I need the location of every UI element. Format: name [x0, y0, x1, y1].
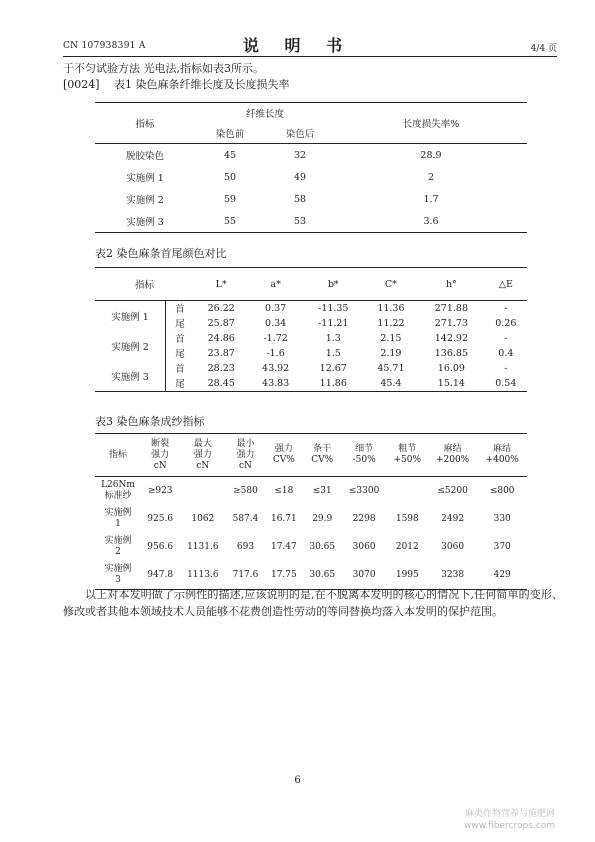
table3-cell: 17.47: [270, 541, 297, 552]
table3-cell: ≥580: [233, 485, 258, 496]
table3-cell: 3238: [428, 561, 478, 590]
table3-cell: ≤3300: [348, 485, 380, 496]
table2-cell: -11.35: [318, 302, 349, 314]
header-rule: [63, 56, 557, 57]
table2-cell: 142.92: [434, 332, 468, 344]
table2-cell: 首: [166, 361, 195, 375]
watermark-line: 麻类作物营养与施肥网: [464, 809, 555, 819]
table3-cell: ≤800: [489, 485, 515, 496]
table2-cell: 23.87: [207, 347, 235, 359]
table2-cell: 12.67: [319, 362, 347, 374]
table2-cell: -: [504, 302, 508, 314]
table1-cell: 49: [293, 171, 307, 183]
table2-cell: 15.14: [418, 375, 485, 392]
table2-cell: 尾: [166, 375, 195, 392]
table3-h-thick: 粗节 +50%: [387, 434, 428, 477]
table2-h-index: 指标: [95, 268, 194, 301]
table3-cell: [179, 477, 226, 506]
page-indicator: 4/4 页: [530, 44, 557, 54]
table2-cell: 11.86: [303, 375, 364, 392]
table2-cell: -1.72: [263, 332, 288, 344]
table2-cell: 0.4: [498, 347, 514, 359]
table1-cell: 53: [265, 210, 335, 233]
table-row: [95, 210, 527, 233]
watermark-line: www.fibercrops.com: [464, 821, 555, 831]
table1-cell: 32: [293, 149, 307, 161]
table2-cell: -: [504, 362, 508, 374]
table3-cell: 925.6: [147, 513, 174, 524]
table-row: [95, 188, 527, 210]
table3-cell: 30.65: [309, 541, 336, 552]
table1-cell: 实施例 1: [126, 173, 164, 184]
table3-cell: 956.6: [147, 541, 174, 552]
table3-cell: 3060: [352, 541, 376, 552]
table1-cell: 55: [195, 210, 265, 233]
table3-caption: 表3 染色麻条成纱指标: [95, 415, 205, 428]
table1-cell: 50: [223, 171, 237, 183]
table3-cell: 1062: [191, 513, 215, 524]
table1-cell: 45: [223, 149, 237, 161]
table-row: [95, 166, 527, 188]
table2-h-C: C*: [364, 268, 418, 301]
table2-h-L: L*: [194, 268, 248, 301]
table2: [95, 267, 527, 392]
table2-cell: -1.6: [266, 347, 285, 359]
table2-h-dE: △E: [485, 268, 527, 301]
table3-cell: 1131.6: [187, 541, 219, 552]
table1-cell: 实施例 3: [95, 210, 195, 233]
table3-cell: 429: [477, 561, 527, 590]
table2-cell: -: [504, 332, 508, 344]
table3-cell: ≤18: [274, 485, 294, 496]
table2-cell: 271.88: [434, 302, 468, 314]
table3-h-neps200: 麻结 +200%: [428, 434, 478, 477]
table2-cell: 43.83: [248, 375, 302, 392]
document-title: 说 明 书: [242, 36, 353, 55]
table3-h-max: 最大 强力 cN: [179, 434, 226, 477]
table-row: [95, 505, 527, 533]
table2-cell: 28.23: [207, 362, 235, 374]
table2-cell: 2.15: [380, 332, 402, 344]
table1-h-after: 染色后: [265, 123, 335, 144]
patent-number: CN 107938391 A: [63, 41, 146, 51]
table2-cell: 0.37: [265, 302, 287, 314]
table-row: [95, 361, 527, 375]
table2-cell: 25.87: [207, 317, 235, 329]
table3-h-index: 指标: [95, 434, 141, 477]
table2-cell: 26.22: [207, 302, 235, 314]
table3-cell: ≤31: [312, 485, 332, 496]
table3-cell: 29.9: [312, 513, 333, 524]
table3-cell: 693: [236, 541, 255, 552]
table2-group-label: 实施例 3: [95, 361, 166, 392]
table3-row-label: 实施例 3: [95, 561, 141, 590]
table1-h-length: 纤维长度: [195, 103, 335, 124]
table1-caption: 表1 染色麻条纤维长度及长度损失率: [114, 78, 290, 91]
table3-cell: ≤5200: [437, 485, 468, 496]
table1-h-index: 指标: [95, 103, 195, 144]
table3-h-thin: 细节 -50%: [341, 434, 386, 477]
table3-cell: 2012: [395, 541, 419, 552]
table2-cell: 136.85: [434, 347, 468, 359]
table-row: [95, 477, 527, 506]
table1-cell: 3.6: [335, 210, 527, 233]
table3-h-evenness-cv: 条干 CV%: [303, 434, 341, 477]
table3-cell: 2492: [441, 513, 465, 524]
table3-cell: 717.6: [226, 561, 264, 590]
table2-cell: 16.09: [437, 362, 465, 374]
table2-cell: 45.71: [377, 362, 405, 374]
table3-cell: 3060: [441, 541, 465, 552]
table-row: [95, 533, 527, 561]
table3-row-label: 实施例 1: [104, 508, 132, 529]
table1-cell: 实施例 2: [126, 195, 164, 206]
table3-cell: 1113.6: [179, 561, 226, 590]
table3-header-row: [95, 434, 527, 477]
table1-h-before: 染色前: [195, 123, 265, 144]
table2-cell: 271.73: [434, 317, 468, 329]
table3-cell: 30.65: [303, 561, 341, 590]
table1-cell: 28.9: [420, 149, 442, 161]
table2-group-label: 实施例 1: [111, 312, 149, 323]
table1-cell: 1.7: [423, 193, 439, 205]
table3-cell: [387, 477, 428, 506]
page-number: 6: [294, 775, 301, 786]
table2-group-label: 实施例 2: [111, 342, 149, 353]
table-row: [95, 144, 527, 167]
table2-h-a: a*: [248, 268, 302, 301]
table1-cell: 2: [427, 171, 435, 183]
table2-cell: 首: [166, 331, 195, 345]
table3-h-break: 断裂 强力 cN: [141, 434, 179, 477]
table3-cell: 3070: [341, 561, 386, 590]
table2-cell: 24.86: [207, 332, 235, 344]
table3-cell: 2298: [352, 513, 376, 524]
table2-cell: 1.5: [325, 347, 341, 359]
table3-cell: 17.75: [265, 561, 303, 590]
table1-cell: 58: [293, 193, 307, 205]
table2-cell: 43.92: [262, 362, 290, 374]
intro-line: 于不匀试验方法 光电法,指标如表3所示。: [63, 62, 264, 75]
table2-cell: 0.26: [495, 317, 517, 329]
table3-cell: 16.71: [270, 513, 297, 524]
table3-h-strength-cv: 强力 CV%: [265, 434, 303, 477]
table2-h-h: h°: [418, 268, 485, 301]
table2-cell: 首: [166, 301, 195, 316]
table2-cell: 11.22: [377, 317, 405, 329]
table2-cell: 尾: [166, 315, 195, 331]
table2-caption: 表2 染色麻条首尾颜色对比: [95, 247, 227, 260]
table3-cell: 330: [493, 513, 511, 524]
table2-cell: 28.45: [194, 375, 248, 392]
table3-cell: 370: [493, 541, 511, 552]
watermark: [464, 808, 555, 832]
table3-row-label: 实施例 2: [104, 536, 132, 557]
table1-cell: 59: [223, 193, 237, 205]
table2-cell: 11.36: [377, 302, 405, 314]
table3-cell: 1598: [395, 513, 419, 524]
table-row: [95, 301, 527, 316]
table3: [95, 433, 527, 590]
table2-cell: 尾: [166, 345, 195, 361]
table3-row-label: L26Nm 标准纱: [101, 480, 135, 501]
table-row: [95, 331, 527, 345]
table2-cell: 1.3: [325, 332, 341, 344]
table2-cell: 45.4: [364, 375, 418, 392]
table3-h-neps400: 麻结 +400%: [477, 434, 527, 477]
table2-cell: 2.19: [380, 347, 402, 359]
table3-cell: ≥923: [147, 485, 173, 496]
table1: [95, 102, 527, 233]
table2-cell: 0.34: [265, 317, 287, 329]
table2-cell: -11.21: [318, 317, 349, 329]
closing-paragraph: 以上对本发明做了示例性的描述,应该说明的是,在不脱离本发明的核心的情况下,任何简单的变形、修改或者其他本领域技术人员能够不花费创造性劳动的等同替换均落入本发明的保护范围。: [63, 588, 563, 618]
paragraph-tag: [0024]: [63, 78, 100, 91]
table3-cell: 947.8: [141, 561, 179, 590]
table2-cell: 0.54: [485, 375, 527, 392]
table3-cell: 587.4: [232, 513, 259, 524]
table2-h-b: b*: [303, 268, 364, 301]
table1-h-loss: 长度损失率%: [335, 103, 527, 144]
table1-cell: 脱胶染色: [125, 151, 164, 162]
table3-cell: 1995: [387, 561, 428, 590]
table3-h-min: 最小 强力 cN: [226, 434, 264, 477]
